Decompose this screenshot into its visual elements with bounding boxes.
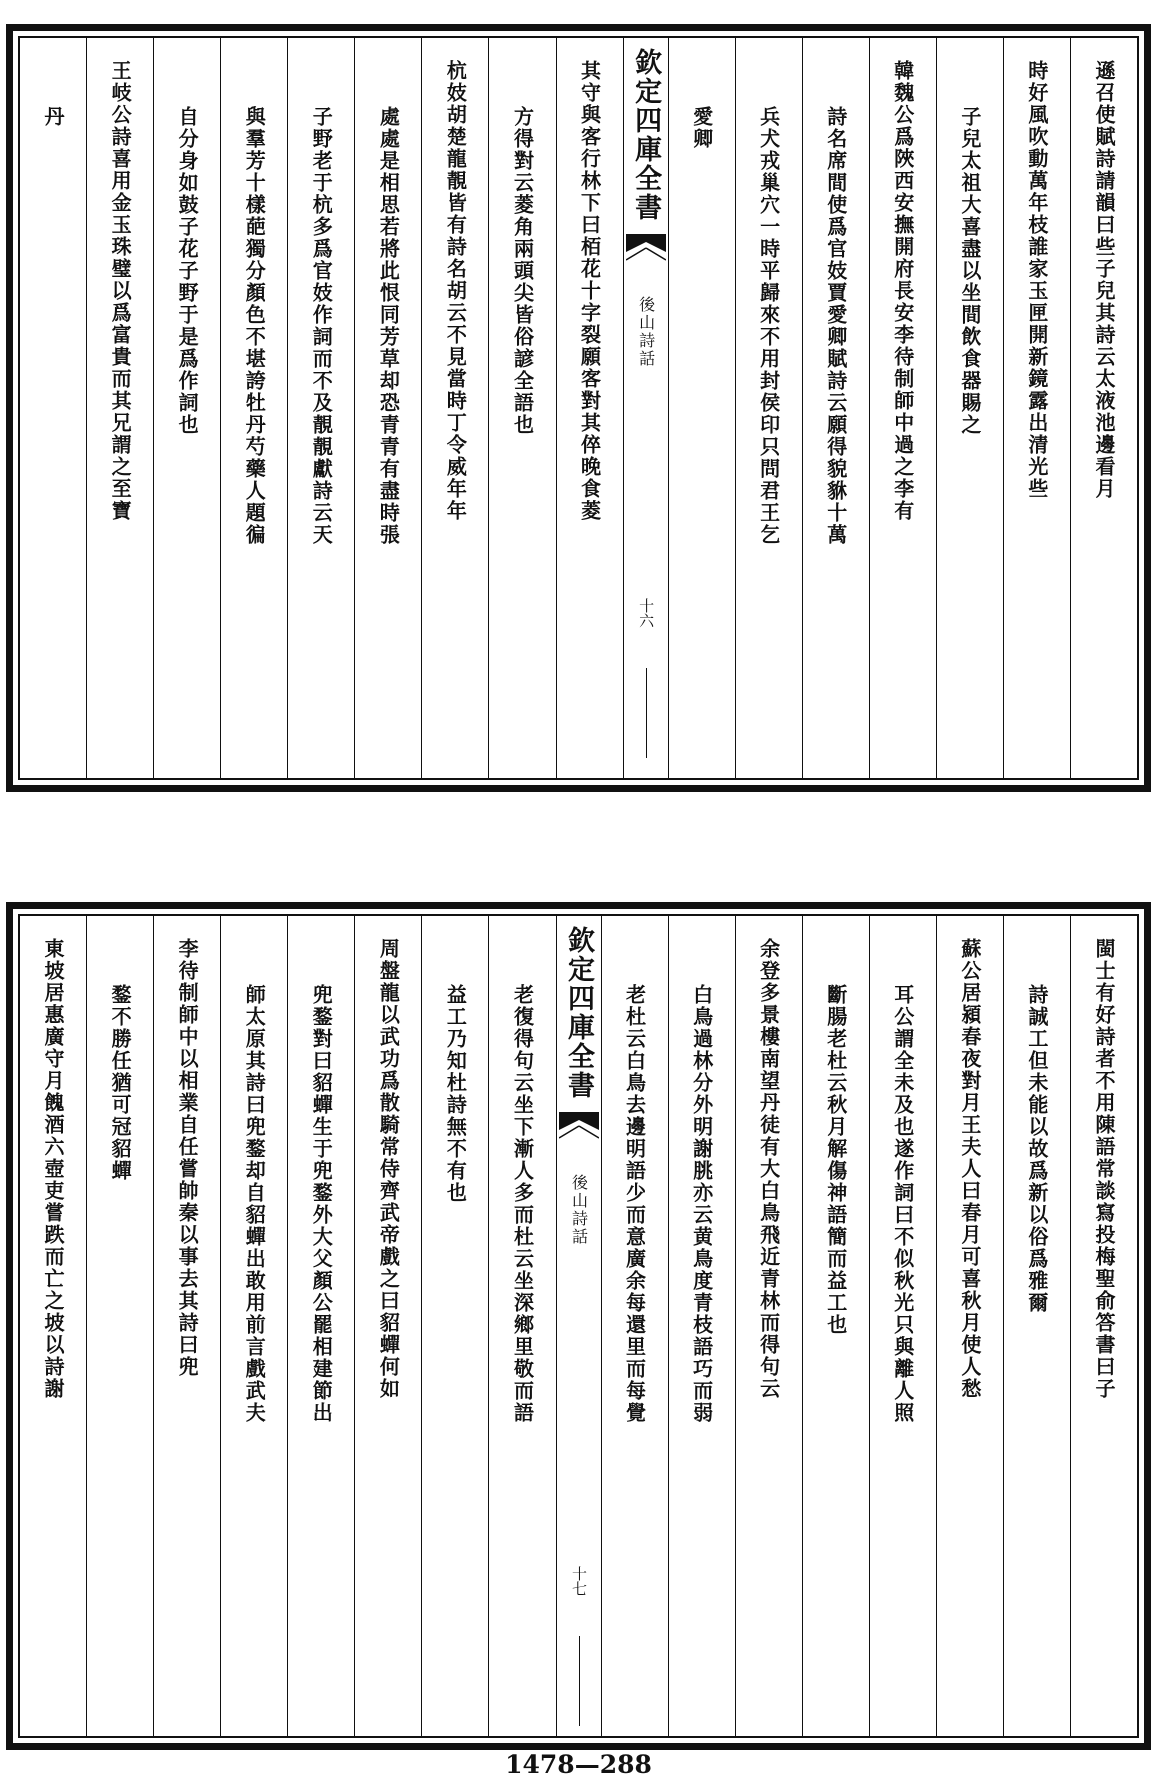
top-page-columns [20, 38, 1137, 778]
collection-header: 欽定四庫全書 [563, 926, 594, 1100]
center-rule [579, 1636, 580, 1726]
text-column: 鍪不勝任猶可冠貂蟬 [86, 916, 153, 1736]
book-title: 後山詩話 [569, 1174, 589, 1246]
text-column: 丹 [41, 106, 66, 128]
text-column: 周盤龍以武功爲散騎常侍齊武帝戲之曰貂蟬何如 [354, 916, 421, 1736]
text-column: 杭妓胡楚龍靚皆有詩名胡云不見當時丁令威年年 [421, 38, 488, 778]
text-column: 老復得句云坐下漸人多而杜云坐深鄉里敬而語 [488, 916, 555, 1736]
page-number: 十六 [637, 598, 656, 628]
top-page-frame [18, 36, 1139, 780]
text-column: 斷腸老杜云秋月解傷神語簡而益工也 [802, 916, 869, 1736]
text-column: 白鳥過林分外明謝朓亦云黄鳥度青枝語巧而弱 [668, 916, 735, 1736]
text-column: 詩誠工但未能以故爲新以俗爲雅爾 [1003, 916, 1070, 1736]
text-column: 子野老于杭多爲官妓作詞而不及靚靚獻詩云天 [287, 38, 354, 778]
page-center-strip [556, 916, 601, 1736]
text-column: 其守與客行林下曰栢花十字裂願客對其倅晚食菱 [556, 38, 623, 778]
text-column: 處處是相思若將此恨同芳草却恐青青有盡時張 [354, 38, 421, 778]
text-column: 王岐公詩喜用金玉珠璧以爲富貴而其兄謂之至寶 [86, 38, 153, 778]
text-column: 益工乃知杜詩無不有也 [421, 916, 488, 1736]
text-column: 李待制師中以相業自任嘗帥秦以事去其詩曰兜 [153, 916, 220, 1736]
text-column: 兜鍪對曰貂蟬生于兜鍪外大父顏公罷相建節出 [287, 916, 354, 1736]
text-column: 蘇公居潁春夜對月王夫人曰春月可喜秋月使人愁 [936, 916, 1003, 1736]
text-column: 自分身如鼓子花子野于是爲作詞也 [153, 38, 220, 778]
text-column: 閩士有好詩者不用陳語常談寫投梅聖俞答書曰子 [1070, 916, 1137, 1736]
text-column: 時好風吹動萬年枝誰家玉匣開新鏡露出清光些 [1003, 38, 1070, 778]
text-column: 韓魏公爲陜西安撫開府長安李待制師中過之李有 [869, 38, 936, 778]
book-title: 後山詩話 [636, 296, 656, 368]
fish-tail-mark-icon [559, 1108, 599, 1144]
page-number: 十七 [570, 1566, 588, 1596]
text-column: 愛卿 [668, 38, 735, 778]
top-page [6, 24, 1151, 792]
bottom-page [6, 902, 1151, 1750]
fish-tail-mark-icon [626, 230, 666, 266]
text-column: 兵犬戎巢穴一時平歸來不用封侯印只問君王乞 [735, 38, 802, 778]
center-rule [646, 668, 647, 758]
bottom-page-columns [20, 916, 1137, 1736]
text-column: 東坡居惠廣守月餽酒六壺吏嘗跌而亡之坡以詩謝 [41, 938, 66, 1400]
bottom-page-frame [18, 914, 1139, 1738]
collection-header: 欽定四庫全書 [630, 48, 662, 222]
page-center-strip [623, 38, 668, 778]
text-column: 遜召使賦詩請韻曰些子兒其詩云太液池邊看月 [1070, 38, 1137, 778]
text-column: 耳公謂全未及也遂作詞曰不似秋光只與離人照 [869, 916, 936, 1736]
text-column: 詩名席間使爲官妓賈愛卿賦詩云願得貌貅十萬 [802, 38, 869, 778]
text-column: 子兒太祖大喜盡以坐間飲食器賜之 [936, 38, 1003, 778]
text-column: 方得對云菱角兩頭尖皆俗諺全語也 [488, 38, 555, 778]
page-footer-number: 1478—288 [505, 1750, 652, 1779]
text-column: 師太原其詩曰兜鍪却自貂蟬出敢用前言戲武夫 [220, 916, 287, 1736]
text-column: 老杜云白鳥去邊明語少而意廣余每還里而每覺 [601, 916, 668, 1736]
text-column: 余登多景樓南望丹徒有大白鳥飛近青林而得句云 [735, 916, 802, 1736]
text-column: 與羣芳十樣葩獨分顏色不堪誇牡丹芍藥人題徧 [220, 38, 287, 778]
